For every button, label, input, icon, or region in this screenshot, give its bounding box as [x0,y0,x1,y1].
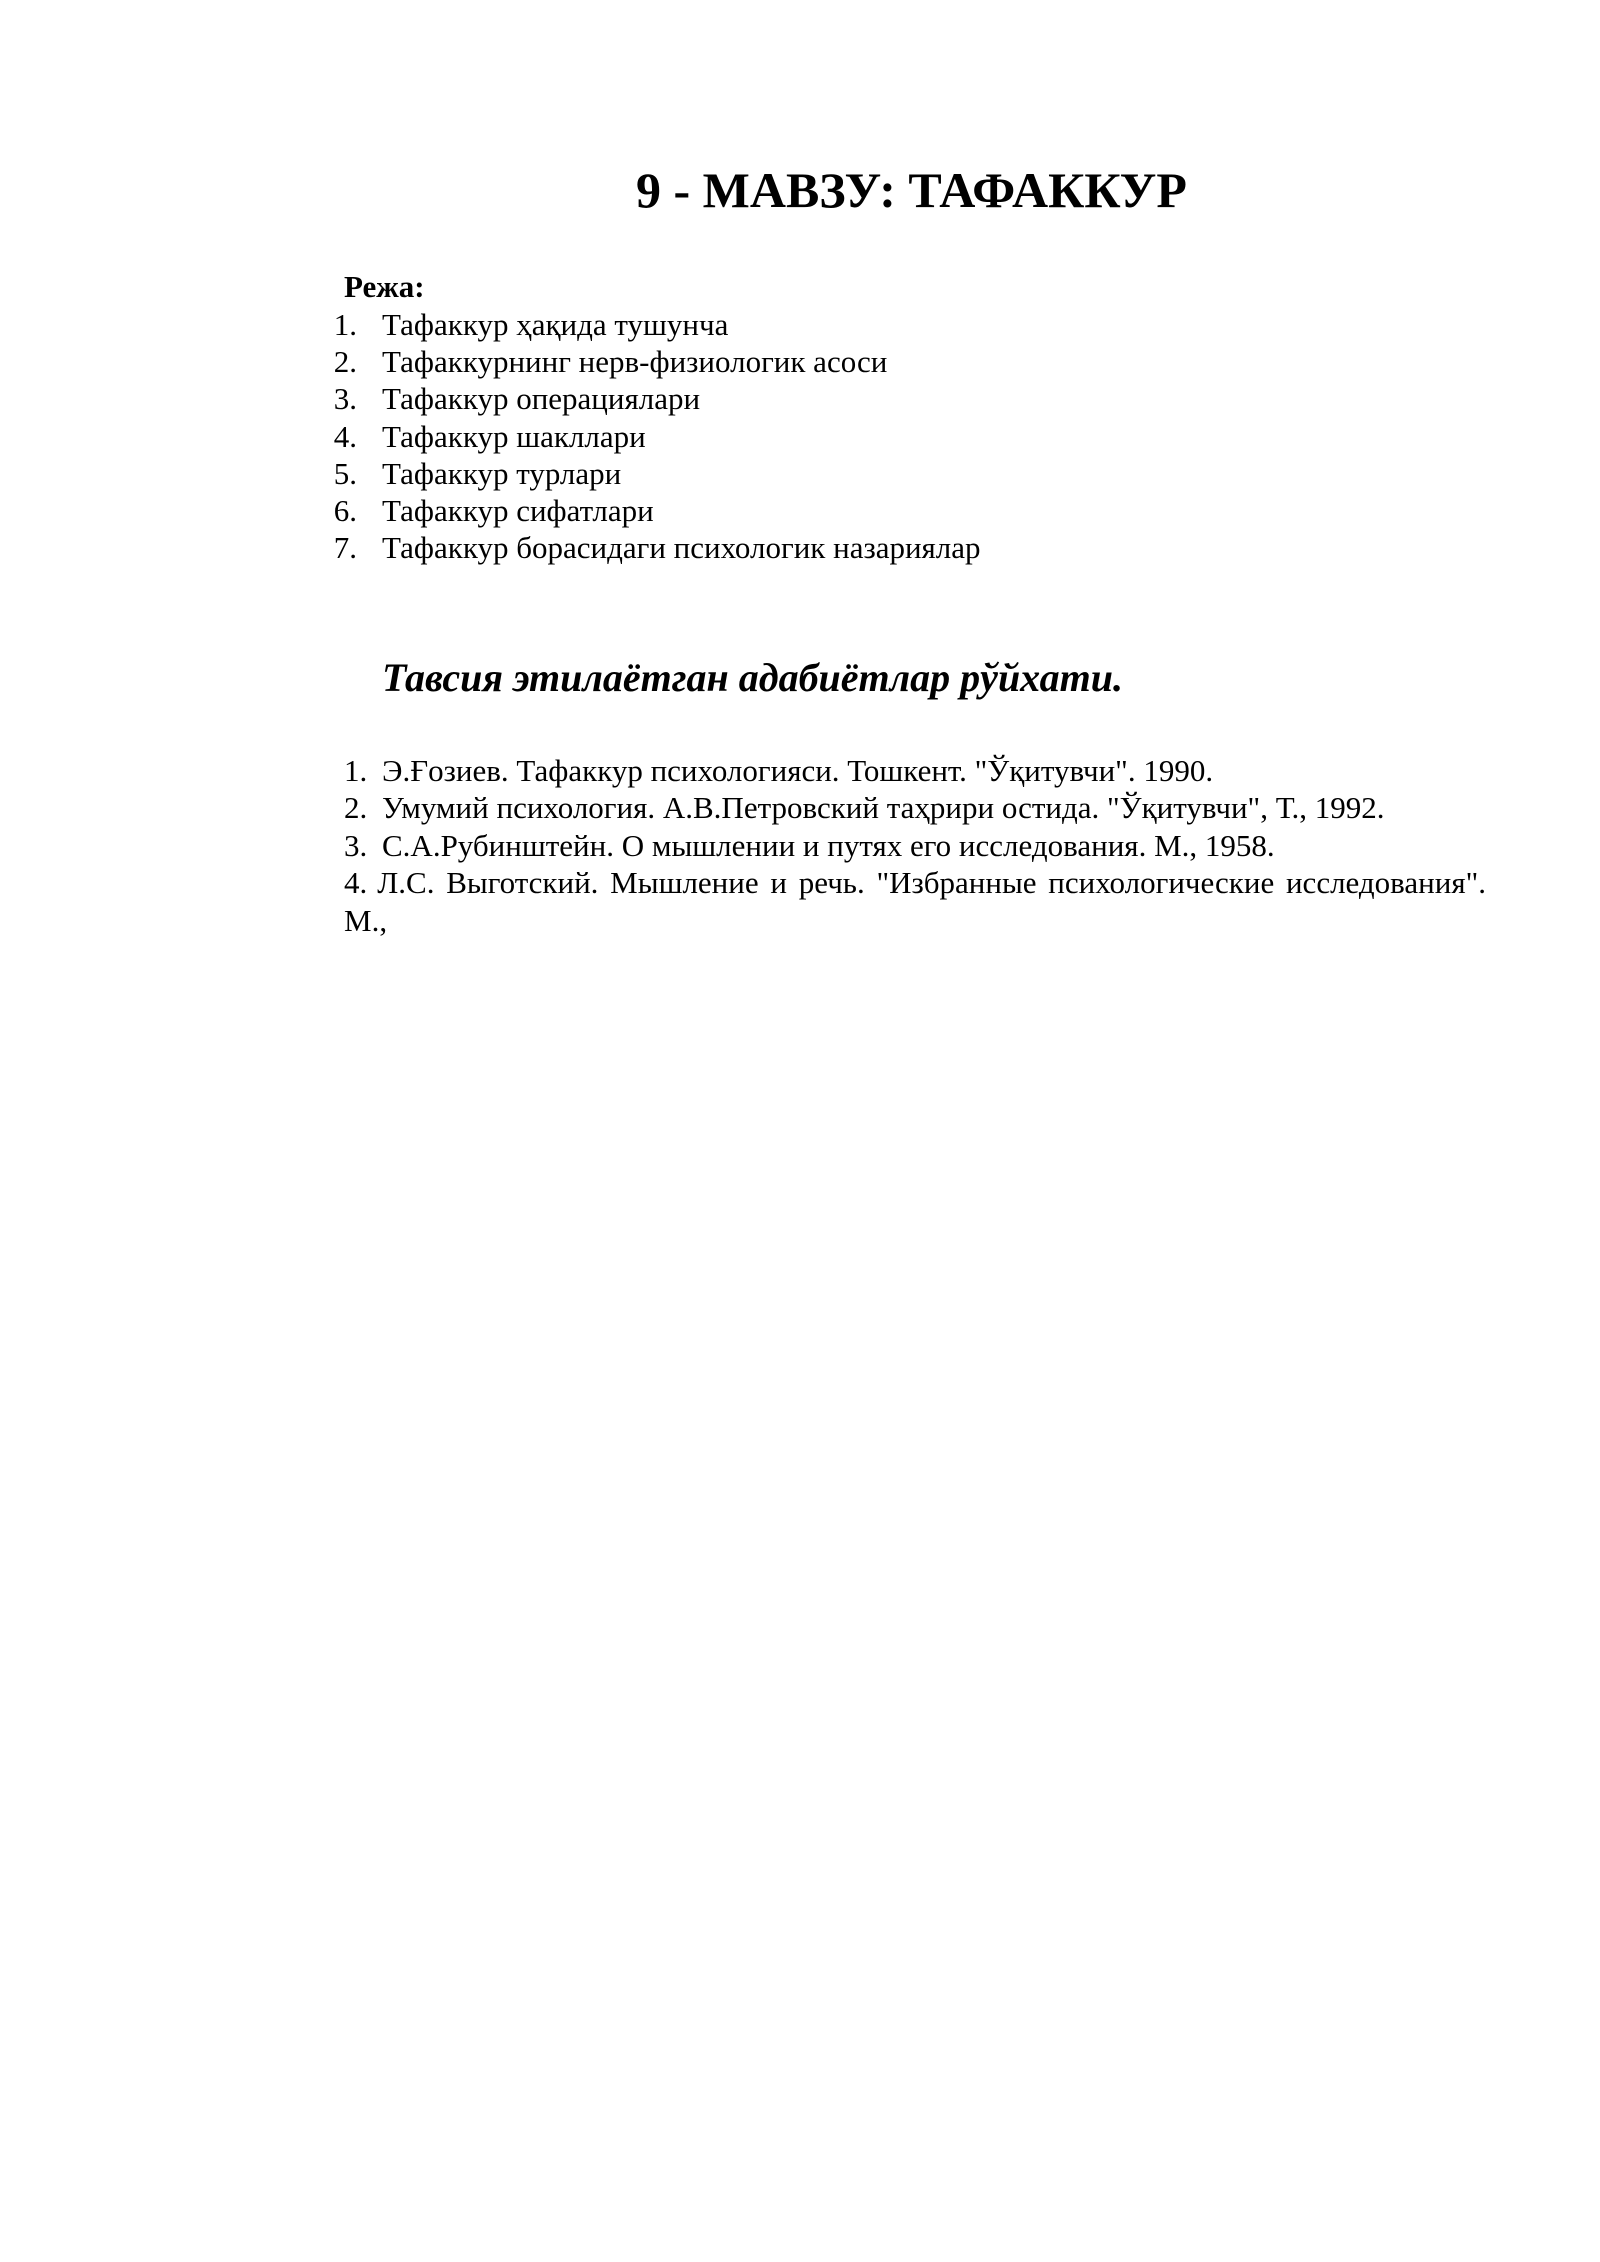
plan-item [0,492,1600,529]
plan-item-number: 3. [333,381,357,417]
plan-item [0,306,1600,343]
reference-item [344,827,1486,864]
plan-list [0,306,1600,566]
plan-item-text: Тафаккур ҳақида тушунча [382,307,729,342]
reference-number: 1. [344,753,368,788]
page-title: 9 - МАВЗУ: ТАФАККУР [636,162,1187,218]
plan-item [0,455,1600,492]
plan-item-number: 1. [333,307,357,342]
reference-text: Умумий психология. А.В.Петровский таҳрири остида. "Ўқитувчи", Т., 1992. [382,790,1385,826]
plan-item-number: 4. [333,418,357,454]
reference-number: 2. [344,790,368,826]
plan-item [0,380,1600,417]
plan-item-text: Тафаккур сифатлари [382,492,654,528]
references-list [344,752,1486,939]
reference-item [344,789,1486,826]
plan-item [0,343,1600,380]
reference-text: Л.С. Выготский. Мышление и речь. "Избранные психологические исследования". М., [344,865,1486,938]
plan-item-text: Тафаккур операциялари [382,381,701,417]
plan-item-text: Тафаккур шакллари [382,418,646,454]
reference-text: Э.Ғозиев. Тафаккур психологияси. Тошкент. "Ўқитувчи". 1990. [382,753,1214,788]
reference-text: С.А.Рубинштейн. О мышлении и путях его исследования. М., 1958. [382,827,1275,863]
references-heading: Тавсия этилаётган адабиётлар рўйхати. [382,655,1124,700]
plan-item [0,418,1600,455]
plan-heading: Режа: [344,269,425,304]
reference-item [344,864,1486,939]
reference-number: 4. [344,865,368,901]
plan-item-text: Тафаккур турлари [382,455,622,491]
plan-item [0,529,1600,566]
plan-item-text: Тафаккурнинг нерв-физиологик асоси [382,344,888,380]
reference-number: 3. [344,827,368,863]
plan-item-number: 2. [333,344,357,380]
plan-item-text: Тафаккур борасидаги психологик назариялар [382,530,981,566]
plan-item-number: 7. [333,530,357,566]
plan-item-number: 6. [333,492,357,528]
plan-item-number: 5. [333,455,357,491]
reference-item [344,752,1486,789]
